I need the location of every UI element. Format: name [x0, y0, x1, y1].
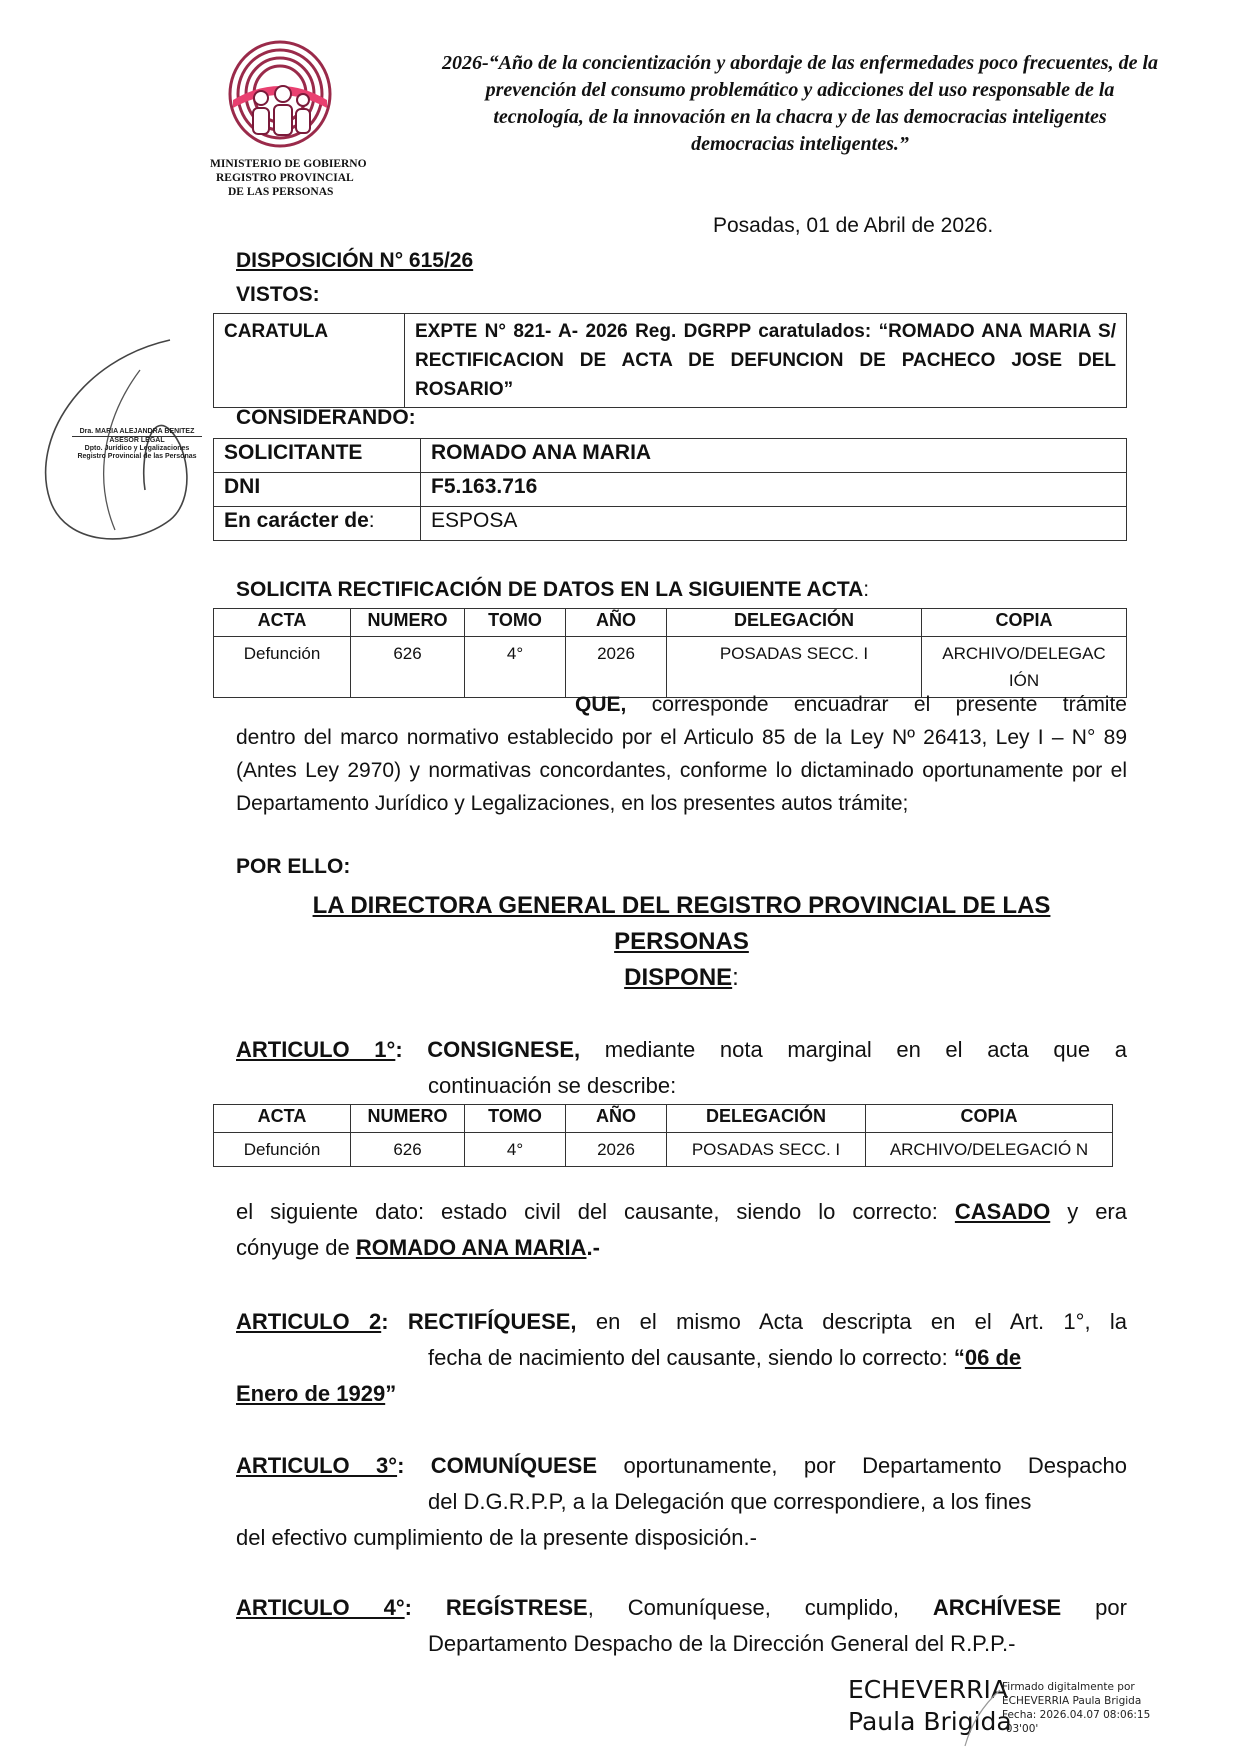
por-ello-heading: POR ELLO: — [236, 855, 351, 878]
acta-table-1 — [213, 608, 1127, 698]
dni-label: DNI — [214, 473, 421, 507]
que-paragraph: dentro del marco normativo establecido por el Articulo 85 de la Ley Nº 26413, Ley I – N° 89 (Antes Ley 2970) y normativas concordantes, conforme lo dictaminado oportunamente por el Departamento Jurídico y Legalizaciones, en los presentes autos trámite; — [236, 726, 1127, 815]
caratula-label: CARATULA — [214, 314, 405, 408]
table-cell: 626 — [351, 1133, 465, 1167]
col-header: COPIA — [866, 1105, 1113, 1133]
document-date: Posadas, 01 de Abril de 2026. — [713, 214, 994, 237]
acta-table-2 — [213, 1104, 1113, 1167]
table-cell: POSADAS SECC. I — [667, 637, 922, 698]
article-1-continuation: el siguiente dato: estado civil del causante, siendo lo correcto: CASADO y era cónyuge de ROMADO ANA MARIA.- — [236, 1199, 1127, 1260]
que-first-line: QUE, corresponde encuadrar el presente trámite — [575, 693, 1127, 716]
caracter-label: En carácter de: — [214, 507, 421, 541]
caratula-value: EXPTE N° 821- A- 2026 Reg. DGRPP caratulados: “ROMADO ANA MARIA S/ RECTIFICACION DE ACTA DE DEFUNCION DE PACHECO JOSE DEL ROSARIO” — [405, 314, 1127, 408]
table-cell: Defunción — [214, 637, 351, 698]
col-header: COPIA — [922, 609, 1127, 637]
table-cell: ARCHIVO/DELEGAC IÓN — [922, 637, 1127, 698]
solicitante-table — [213, 438, 1127, 541]
dni-value: F5.163.716 — [421, 473, 1127, 507]
year-motto: 2026-“Año de la concientización y abordaje de las enfermedades poco frecuentes, de la prevención del consumo problemático y adicciones del uso responsable de la tecnología, de la innovación en la chacra y de las democracias inteligentes democracias inteligentes.” — [441, 52, 1158, 155]
solicitante-value: ROMADO ANA MARIA — [421, 439, 1127, 473]
article-3: ARTICULO 3°: COMUNÍQUESE oportunamente, por Departamento Despacho del D.G.R.P.P, a la Delegación que correspondiere, a los fines del efectivo cumplimiento de la presente disposición.- — [236, 1453, 1127, 1550]
considerando-heading: CONSIDERANDO: — [236, 406, 416, 429]
solicitante-label: SOLICITANTE — [214, 439, 421, 473]
digital-signature-meta: Firmado digitalmente por ECHEVERRIA Paula Brigida Fecha: 2026.04.07 08:06:15 -03'00' — [1002, 1681, 1151, 1735]
col-header: DELEGACIÓN — [667, 609, 922, 637]
caratula-table — [213, 313, 1127, 408]
legal-stamp: Dra. MARIA ALEJANDRA BENITEZ ASESOR LEGAL Dpto. Jurídico y Legalizaciones Registro Provincial de las Personas — [72, 428, 202, 461]
table-cell: 4° — [465, 1133, 566, 1167]
ministry-logo — [225, 38, 335, 153]
table-row — [214, 473, 1127, 507]
ministry-name: MINISTERIO DE GOBIERNO REGISTRO PROVINCIAL DE LAS PERSONAS — [210, 158, 367, 198]
article-1: ARTICULO 1°: CONSIGNESE, mediante nota marginal en el acta que a continuación se describe: — [236, 1037, 1127, 1098]
table-row — [214, 507, 1127, 541]
authority-heading: LA DIRECTORA GENERAL DEL REGISTRO PROVINCIAL DE LAS PERSONAS DISPONE: — [312, 892, 1051, 991]
solicita-heading: SOLICITA RECTIFICACIÓN DE DATOS EN LA SIGUIENTE ACTA: — [236, 578, 870, 601]
col-header: DELEGACIÓN — [667, 1105, 866, 1133]
col-header: NUMERO — [351, 609, 465, 637]
article-2: ARTICULO 2: RECTIFÍQUESE, en el mismo Acta descripta en el Art. 1°, la fecha de nacimiento del causante, siendo lo correcto: “06 de Enero de 1929” — [236, 1309, 1128, 1406]
col-header: ACTA — [214, 609, 351, 637]
table-cell: 2026 — [566, 637, 667, 698]
table-cell: ARCHIVO/DELEGACIÓ N — [866, 1133, 1113, 1167]
table-cell: 2026 — [566, 1133, 667, 1167]
vistos-heading: VISTOS: — [236, 283, 320, 306]
col-header: AÑO — [566, 1105, 667, 1133]
col-header: AÑO — [566, 609, 667, 637]
table-cell: 4° — [465, 637, 566, 698]
col-header: TOMO — [465, 609, 566, 637]
disposition-title: DISPOSICIÓN N° 615/26 — [236, 249, 474, 272]
col-header: TOMO — [465, 1105, 566, 1133]
caracter-value: ESPOSA — [421, 507, 1127, 541]
table-header-row — [214, 1105, 1113, 1133]
signer-name: ECHEVERRIA Paula Brigida — [848, 1675, 1012, 1736]
table-cell: 626 — [351, 637, 465, 698]
table-header-row — [214, 609, 1127, 637]
table-row — [214, 439, 1127, 473]
article-4: ARTICULO 4°: REGÍSTRESE, Comuníquese, cumplido, ARCHÍVESE por Departamento Despacho de la Dirección General del R.P.P.- — [236, 1595, 1127, 1656]
col-header: NUMERO — [351, 1105, 465, 1133]
table-cell: POSADAS SECC. I — [667, 1133, 866, 1167]
col-header: ACTA — [214, 1105, 351, 1133]
table-cell: Defunción — [214, 1133, 351, 1167]
table-row — [214, 1133, 1113, 1167]
